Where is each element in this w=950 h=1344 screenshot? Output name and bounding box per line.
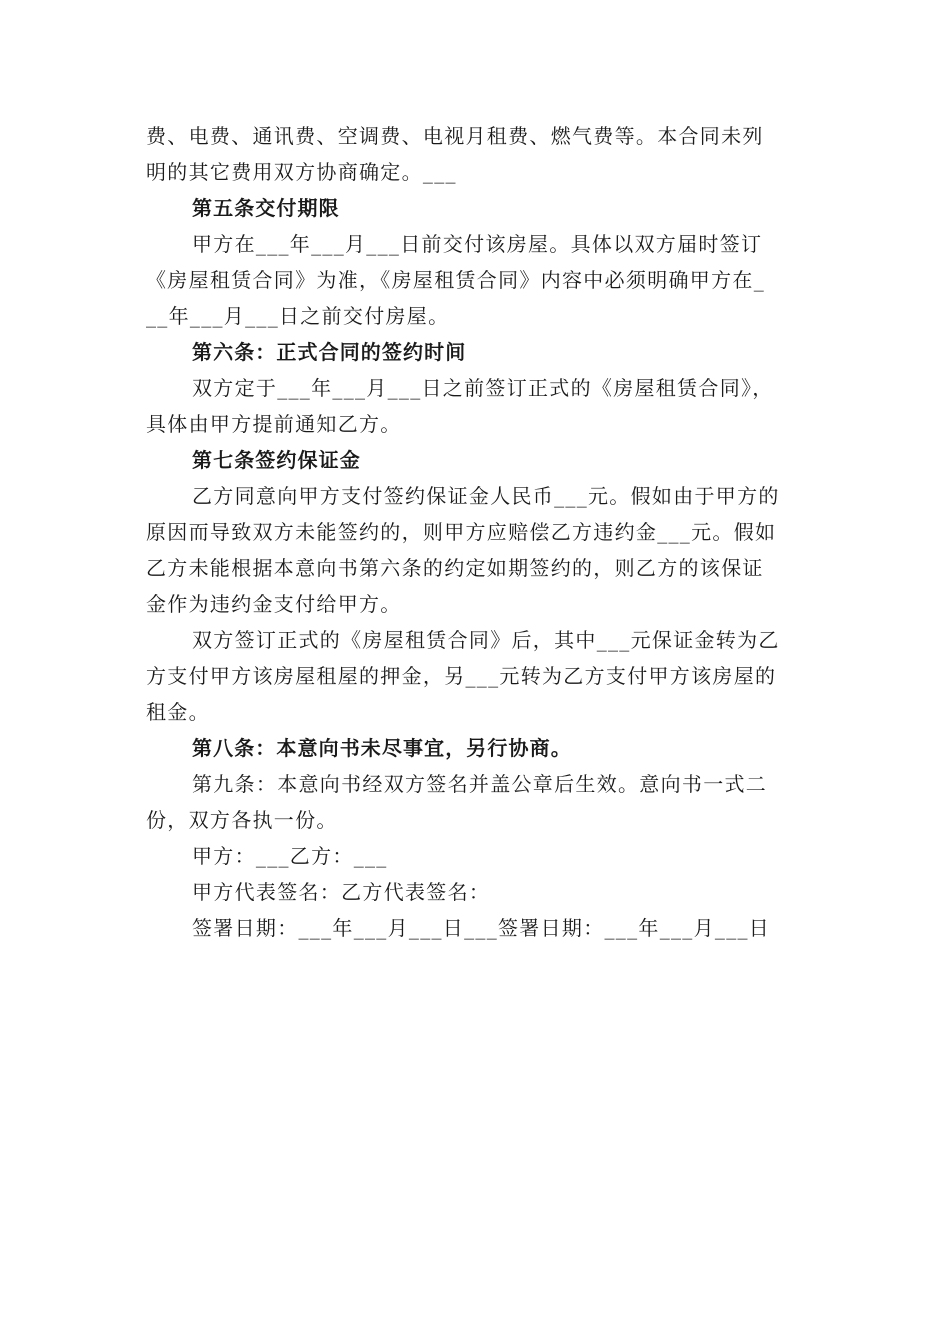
paragraph-line: 具体由甲方提前通知乙方。 (146, 412, 402, 436)
section-heading-6: 第六条：正式合同的签约时间 (192, 340, 467, 364)
paragraph-line: 《房屋租赁合同》为准，《房屋租赁合同》内容中必须明确甲方在_ (146, 268, 765, 292)
signature-parties-line: 甲方：___乙方：___ (192, 844, 388, 868)
paragraph-line: 租金。 (146, 700, 210, 724)
paragraph-line: 甲方在___年___月___日前交付该房屋。具体以双方届时签订 (192, 232, 763, 256)
signature-dates-line: 签署日期：___年___月___日___签署日期：___年___月___日 (192, 916, 771, 940)
paragraph-line: __年___月___日之前交付房屋。 (146, 304, 450, 328)
section-heading-8: 第八条：本意向书未尽事宜，另行协商。 (192, 736, 572, 760)
paragraph-line: 份，双方各执一份。 (146, 808, 338, 832)
paragraph-line: 明的其它费用双方协商确定。___ (146, 160, 457, 184)
paragraph-line: 费、电费、通讯费、空调费、电视月租费、燃气费等。本合同未列 (146, 124, 764, 148)
paragraph-line: 双方签订正式的《房屋租赁合同》后，其中___元保证金转为乙 (192, 628, 780, 652)
paragraph-line: 金作为违约金支付给甲方。 (146, 592, 402, 616)
paragraph-line: 原因而导致双方未能签约的，则甲方应赔偿乙方违约金___元。假如 (146, 520, 777, 544)
paragraph-line: 方支付甲方该房屋租屋的押金，另___元转为乙方支付甲方该房屋的 (146, 664, 777, 688)
section-heading-5: 第五条交付期限 (192, 196, 340, 220)
document-page (146, 118, 808, 946)
section-heading-7: 第七条签约保证金 (192, 448, 361, 472)
paragraph-line: 双方定于___年___月___日之前签订正式的《房屋租赁合同》， (192, 376, 774, 400)
signature-representatives-line: 甲方代表签名：乙方代表签名： (192, 880, 491, 904)
paragraph-line: 乙方未能根据本意向书第六条的约定如期签约的，则乙方的该保证 (146, 556, 764, 580)
paragraph-line: 第九条：本意向书经双方签名并盖公章后生效。意向书一式二 (192, 772, 768, 796)
paragraph-line: 乙方同意向甲方支付签约保证金人民币___元。假如由于甲方的 (192, 484, 780, 508)
